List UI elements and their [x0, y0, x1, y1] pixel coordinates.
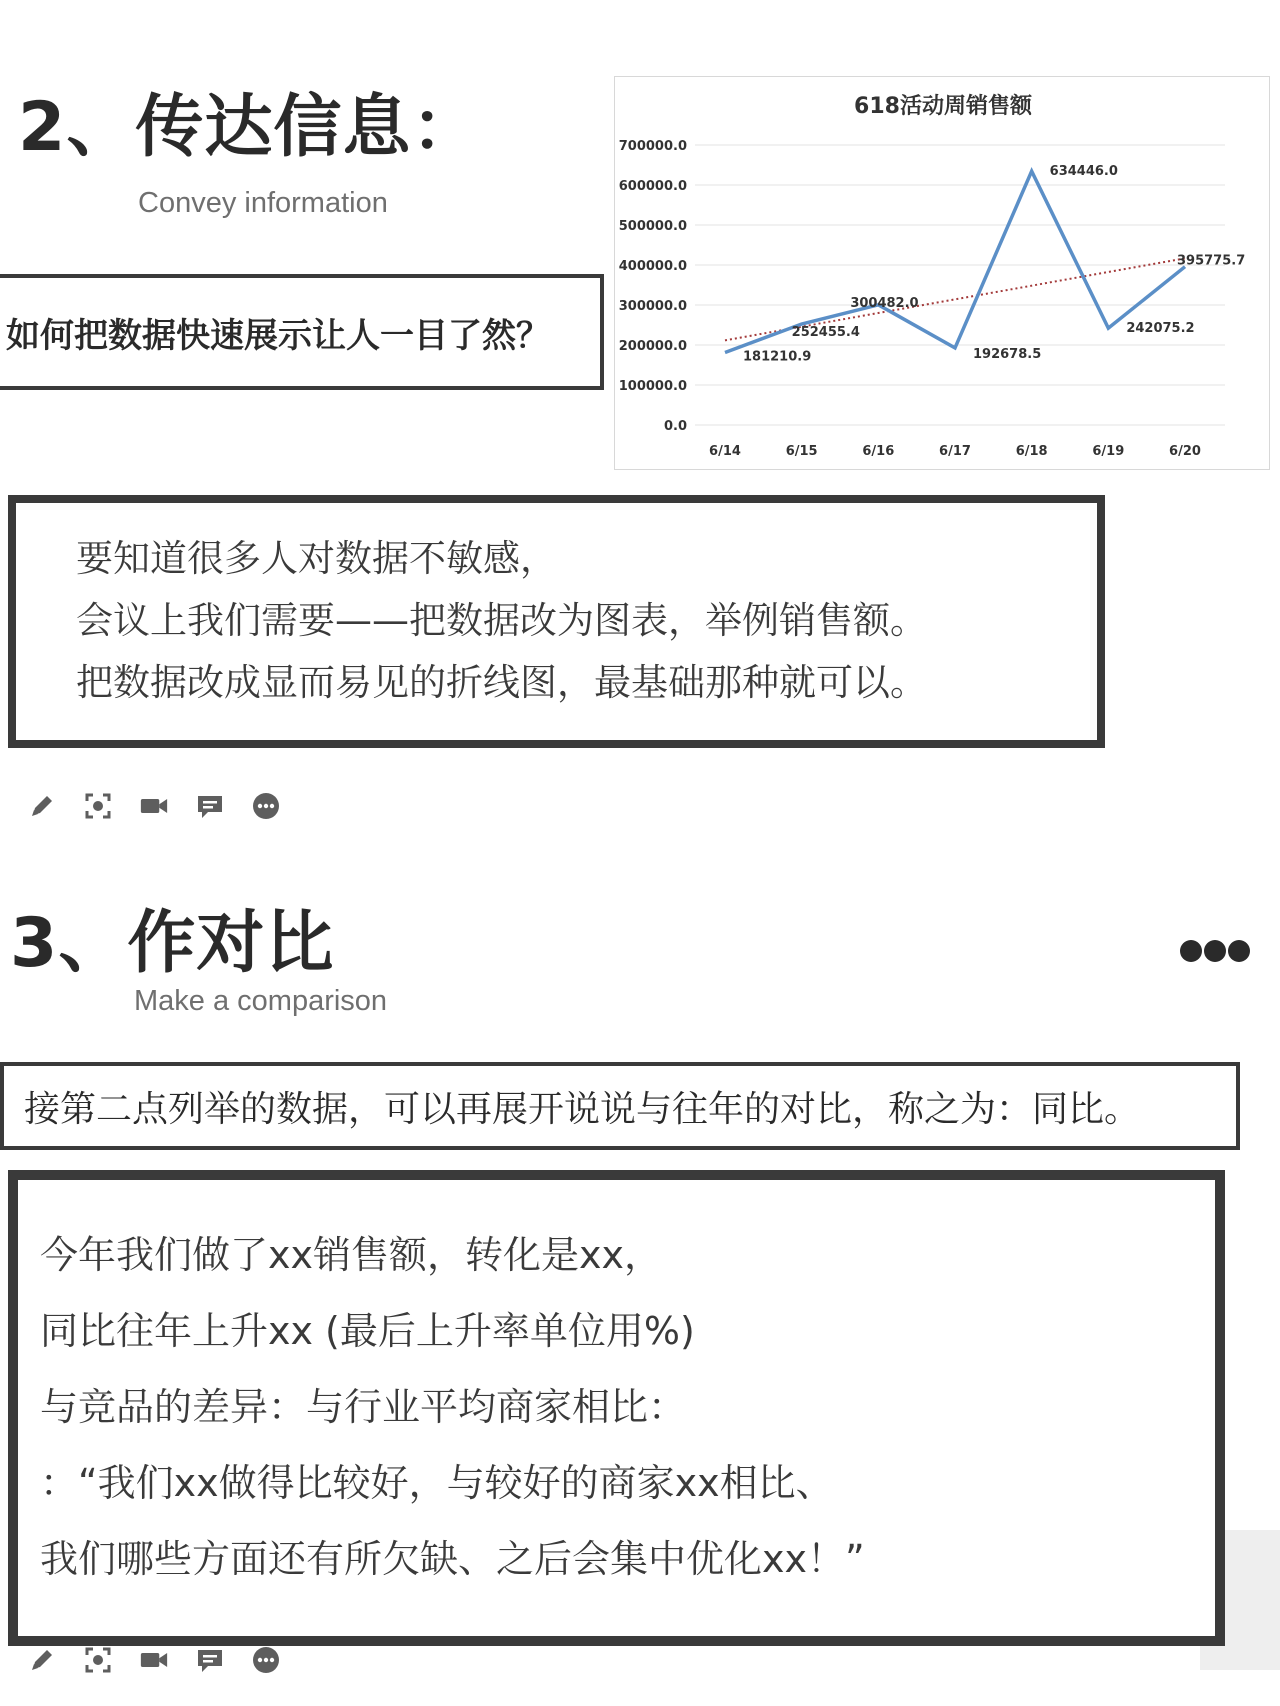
section2-body-line: 把数据改成显而易见的折线图，最基础那种就可以。 — [76, 661, 927, 704]
sales-chart — [614, 76, 1270, 470]
y-tick-label: 300000.0 — [618, 299, 687, 314]
y-tick-label: 700000.0 — [618, 139, 687, 154]
chart-title: 618活动周销售额 — [854, 94, 1032, 119]
x-tick-label: 6/20 — [1169, 444, 1201, 459]
section2-body-line: 会议上我们需要——把数据改为图表，举例销售额。 — [76, 599, 927, 642]
section3-body-line: 我们哪些方面还有所欠缺、之后会集中优化xx！” — [40, 1537, 865, 1581]
video-icon[interactable] — [140, 792, 168, 820]
screenshot-icon[interactable] — [84, 792, 112, 820]
section3-body-line: 今年我们做了xx销售额，转化是xx， — [40, 1233, 662, 1277]
data-label: 192678.5 — [973, 346, 1042, 362]
y-tick-label: 400000.0 — [618, 259, 687, 274]
section2-title: 2、传达信息： — [18, 88, 481, 167]
section3-body-line: 同比往年上升xx (最后上升率单位用%) — [40, 1309, 695, 1353]
x-tick-label: 6/19 — [1092, 444, 1125, 459]
x-tick-label: 6/17 — [939, 444, 971, 459]
section3-subtitle: Make a comparison — [134, 985, 388, 1017]
x-tick-label: 6/16 — [862, 444, 895, 459]
pencil-icon[interactable] — [28, 792, 56, 820]
data-label: 242075.2 — [1126, 321, 1195, 337]
x-tick-label: 6/15 — [785, 444, 818, 459]
x-tick-label: 6/18 — [1015, 444, 1048, 459]
y-tick-label: 100000.0 — [618, 379, 687, 394]
video-icon[interactable] — [140, 1646, 168, 1674]
y-tick-label: 0.0 — [663, 419, 687, 434]
toolbar-1 — [28, 792, 308, 820]
more-icon[interactable] — [252, 1646, 280, 1674]
sales-line-chart — [615, 77, 1271, 471]
section2-body-box — [8, 495, 1105, 748]
toolbar-2 — [28, 1646, 308, 1674]
y-tick-label: 500000.0 — [618, 219, 687, 234]
comment-icon[interactable] — [196, 1646, 224, 1674]
more-options-icon[interactable] — [1180, 938, 1250, 968]
section3-body-line: 与竞品的差异：与行业平均商家相比： — [40, 1385, 687, 1429]
x-tick-label: 6/14 — [709, 444, 741, 459]
data-label: 300482.0 — [850, 295, 919, 311]
section2-body-line: 要知道很多人对数据不敏感， — [76, 537, 557, 580]
comment-icon[interactable] — [196, 792, 224, 820]
section3-intro: 接第二点列举的数据，可以再展开说说与往年的对比，称之为：同比。 — [24, 1088, 1141, 1130]
section2-question-box — [0, 274, 604, 390]
section2-subtitle: Convey information — [138, 187, 388, 219]
section3-body-line: ：“我们xx做得比较好，与较好的商家xx相比、 — [40, 1461, 834, 1505]
section2-question: 如何把数据快速展示让人一目了然？ — [6, 315, 550, 356]
more-icon[interactable] — [252, 792, 280, 820]
section3-intro-box — [0, 1062, 1240, 1150]
data-label: 395775.7 — [1177, 253, 1246, 269]
data-label: 252455.4 — [791, 325, 860, 341]
screenshot-icon[interactable] — [84, 1646, 112, 1674]
pencil-icon[interactable] — [28, 1646, 56, 1674]
y-tick-label: 600000.0 — [618, 179, 687, 194]
section3-body-box — [8, 1170, 1225, 1646]
y-tick-label: 200000.0 — [618, 339, 687, 354]
section3-title: 3、作对比 — [10, 904, 335, 983]
data-label: 634446.0 — [1049, 164, 1118, 180]
data-label: 181210.9 — [743, 349, 812, 365]
